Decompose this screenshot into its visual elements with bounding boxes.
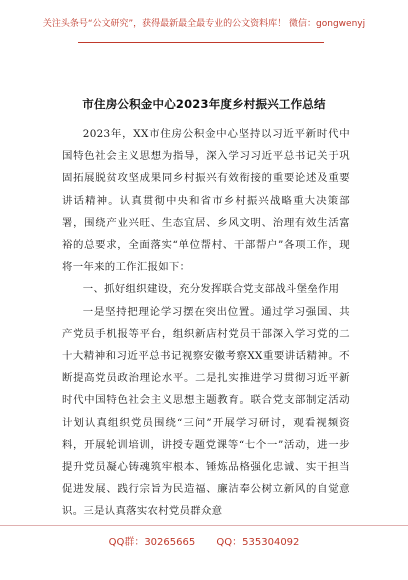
document-title: 市住房公积金中心2023年度乡村振兴工作总结 <box>82 97 326 111</box>
footer-qq-group: QQ群：30265665 <box>108 537 196 548</box>
body-paragraph: 2023年，XX市住房公积金中心坚持以习近平新时代中国特色社会主义思想为指导，深入学习习近平总书记关于巩固拓展脱贫攻坚成果同乡村振兴有效衔接的重要论述及重要讲话精神。认真贯彻中央和省市乡村振兴战略重大决策部署，围绕产业兴旺、生态宜居、乡风文明、治理有效生活富裕的总要求，全面落实“单位帮村、干部帮户”各项工作，现将一年来的工作汇报如下： <box>62 128 350 274</box>
footer-divider <box>0 525 408 526</box>
section-heading: 一、抓好组织建设，充分发挥联合党支部战斗堡垒作用 <box>82 283 340 296</box>
header-banner: 关注头条号“公文研究”，获得最新最全最专业的公文资料库！ 微信：gongwenyj <box>42 19 366 29</box>
footer-qq-contact: QQ：535304092 <box>216 537 300 548</box>
body-paragraph: 一是坚持把理论学习摆在突出位置。通过学习强国、共产党员手机报等平台，组织新店村党员干部深入学习党的二十大精神和习近平总书记视察安徽考察XX重要讲话精神。不断提高党员政治理论水平。二是扎实推进学习贯彻习近平新时代中国特色社会主义思想主题教育。联合党支部制定活动计划认真组织党员围绕“三问”开展学习研讨，观看视频资料，开展轮训培训，讲授专题党课等“七个一”活动，进一步提升党员凝心铸魂筑牢根本、锤炼品格强化忠诚、实干担当促进发展、践行宗旨为民造福、廉洁奉公树立新风的自觉意识。三是认真落实农村党员群众意 <box>62 305 350 518</box>
document-body <box>62 123 350 523</box>
header-divider <box>78 42 324 43</box>
footer <box>0 533 408 548</box>
